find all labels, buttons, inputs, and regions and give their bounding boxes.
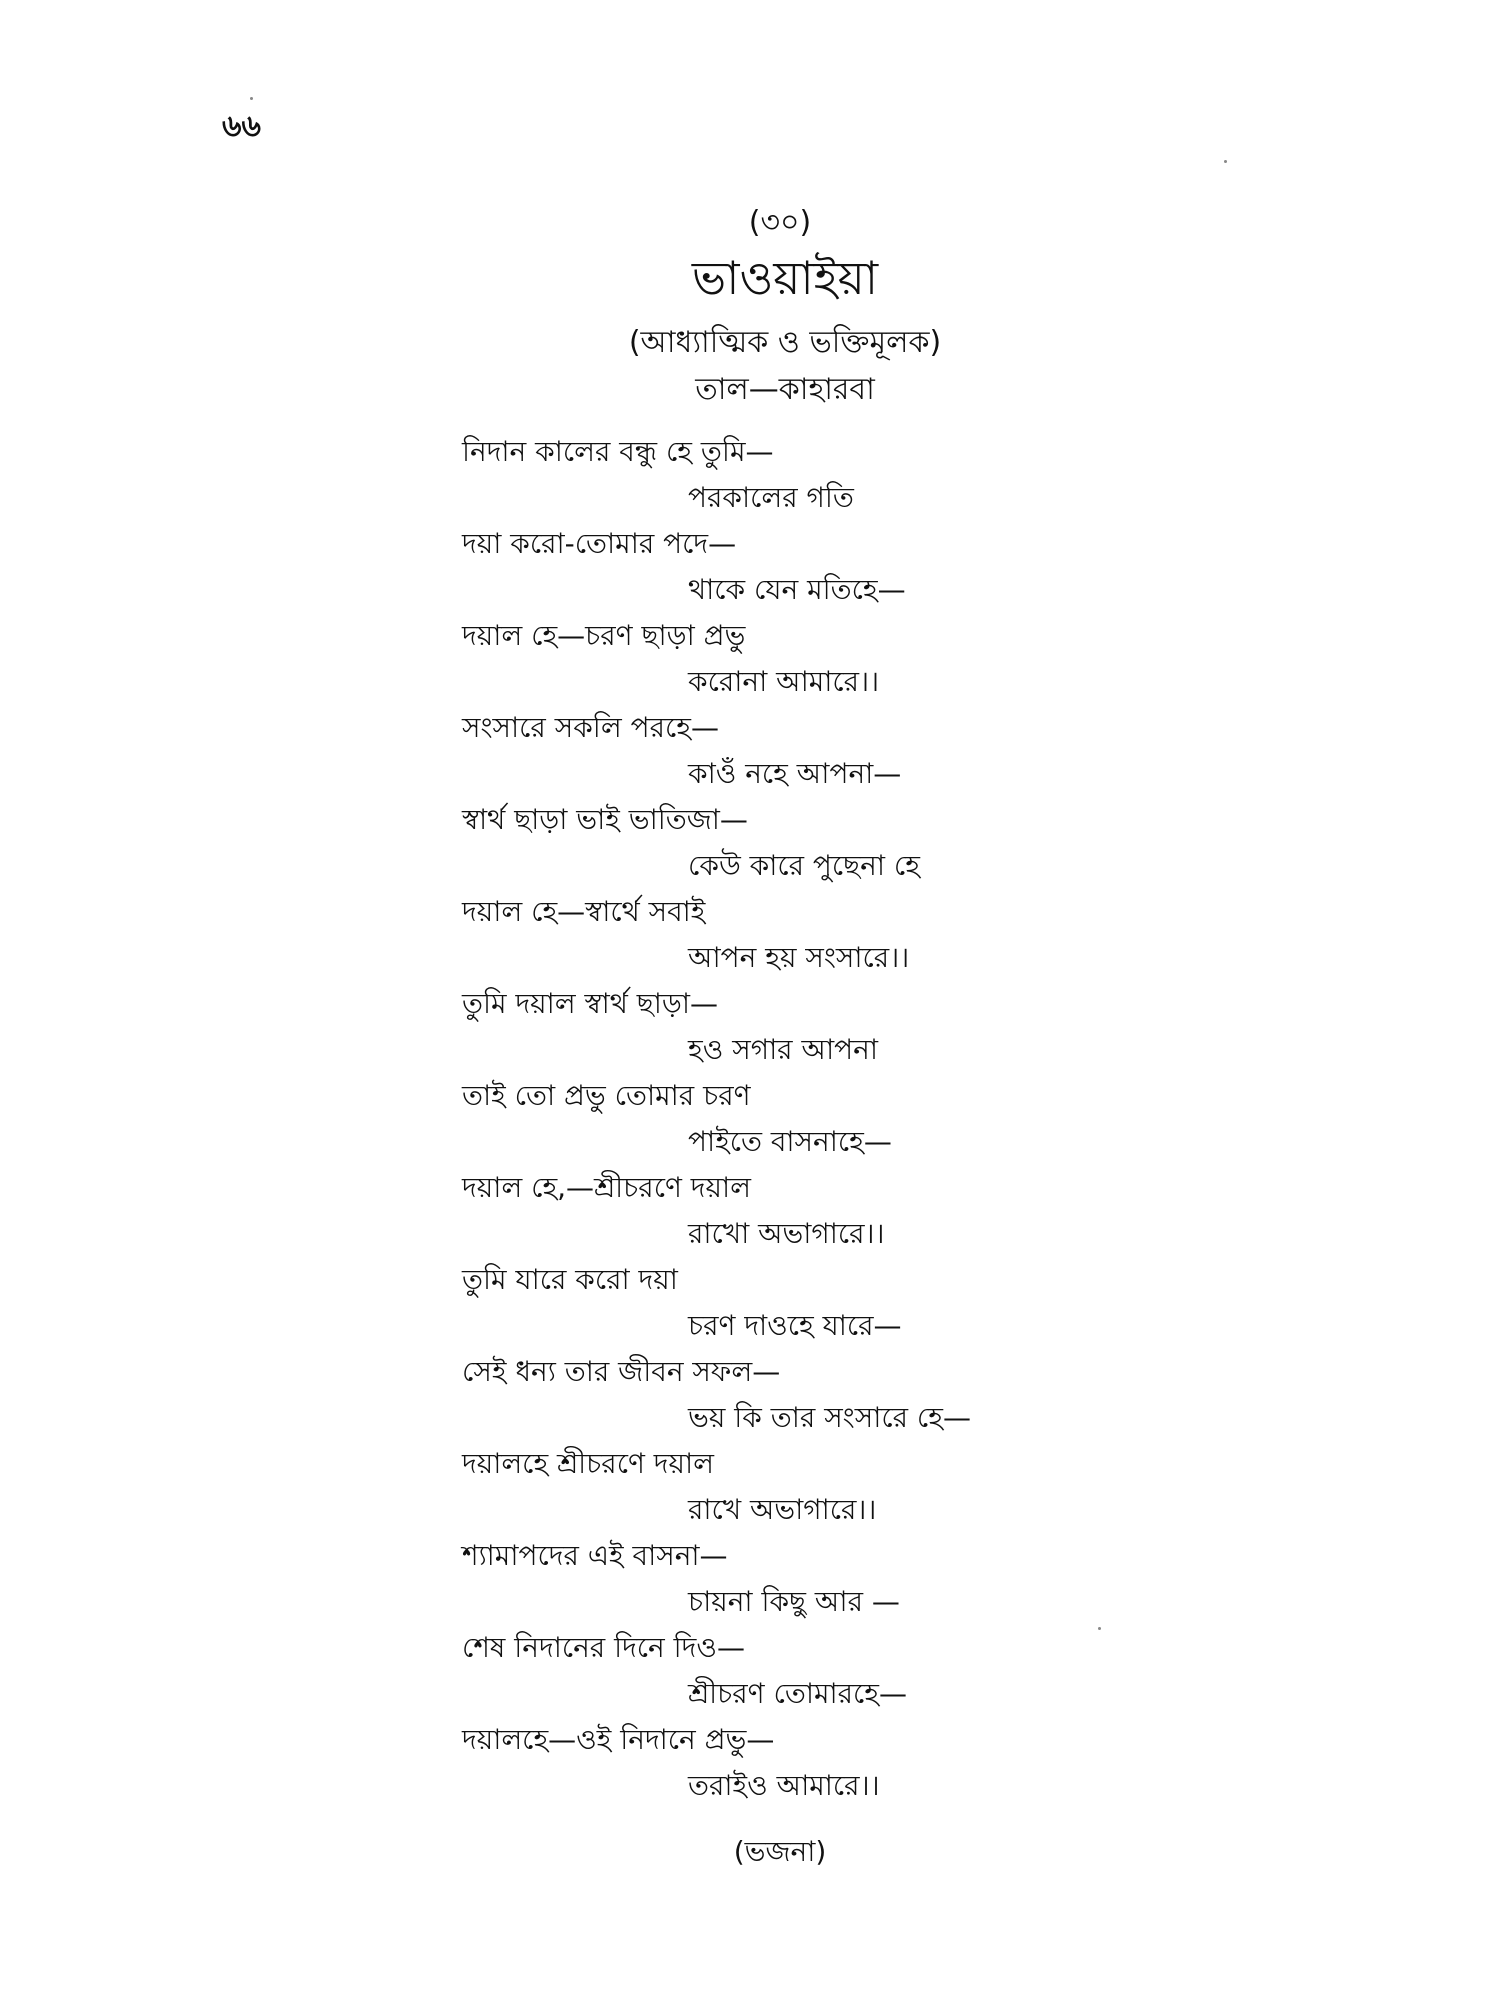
scan-speck (1098, 1627, 1101, 1630)
song-title: ভাওয়াইয়া (691, 251, 879, 305)
lyric-line: হও সগার আপনা (688, 1033, 878, 1066)
lyric-line: রাখে অভাগারে।। (688, 1493, 877, 1526)
lyric-line: কেউ কারে পুছেনা হে (688, 849, 920, 882)
lyric-line: তুমি যারে করো দয়া (462, 1263, 678, 1296)
page-number: ৬৬ (222, 109, 262, 144)
lyric-line: থাকে যেন মতিহে— (688, 573, 906, 606)
scan-speck (1224, 160, 1227, 163)
song-subtitle: (আধ্যাত্মিক ও ভক্তিমূলক) (628, 325, 942, 360)
lyric-line: স্বার্থ ছাড়া ভাই ভাতিজা— (462, 803, 748, 836)
lyric-line: দয়ালহে শ্রীচরণে দয়াল (462, 1447, 714, 1480)
lyric-line: চায়না কিছু আর — (688, 1585, 900, 1618)
lyric-line: দয়ালহে—ওই নিদানে প্রভু— (462, 1723, 775, 1756)
song-number: (৩০) (748, 205, 812, 240)
song-tala: তাল—কাহারবা (695, 372, 875, 407)
lyric-line: আপন হয় সংসারে।। (688, 941, 910, 974)
lyric-line: দয়াল হে—স্বার্থে সবাই (462, 895, 706, 928)
lyric-line: পরকালের গতি (688, 481, 854, 514)
lyric-line: শ্যামাপদের এই বাসনা— (462, 1539, 728, 1572)
lyric-line: চরণ দাওহে যারে— (688, 1309, 902, 1342)
lyric-line: শ্রীচরণ তোমারহে— (688, 1677, 907, 1710)
lyric-line: দয়াল হে—চরণ ছাড়া প্রভু (462, 619, 746, 652)
lyric-line: সেই ধন্য তার জীবন সফল— (462, 1355, 781, 1388)
author-signature: (ভজনা) (733, 1835, 827, 1868)
lyric-line: তাই তো প্রভু তোমার চরণ (462, 1079, 751, 1112)
lyric-line: সংসারে সকলি পরহে— (462, 711, 719, 744)
lyric-line: পাইতে বাসনাহে— (688, 1125, 892, 1158)
lyric-line: নিদান কালের বন্ধু হে তুমি— (462, 435, 774, 468)
lyric-line: রাখো অভাগারে।। (688, 1217, 885, 1250)
lyric-line: শেষ নিদানের দিনে দিও— (462, 1631, 745, 1664)
lyric-line: দয়া করো-তোমার পদে— (462, 527, 737, 560)
lyric-line: কাওঁ নহে আপনা— (688, 757, 902, 790)
scan-speck (250, 97, 253, 100)
lyric-line: তরাইও আমারে।। (688, 1769, 880, 1802)
lyric-line: করোনা আমারে।। (688, 665, 880, 698)
lyric-line: ভয় কি তার সংসারে হে— (688, 1401, 971, 1434)
lyric-line: দয়াল হে,—শ্রীচরণে দয়াল (462, 1171, 751, 1204)
lyric-line: তুমি দয়াল স্বার্থ ছাড়া— (462, 987, 718, 1020)
